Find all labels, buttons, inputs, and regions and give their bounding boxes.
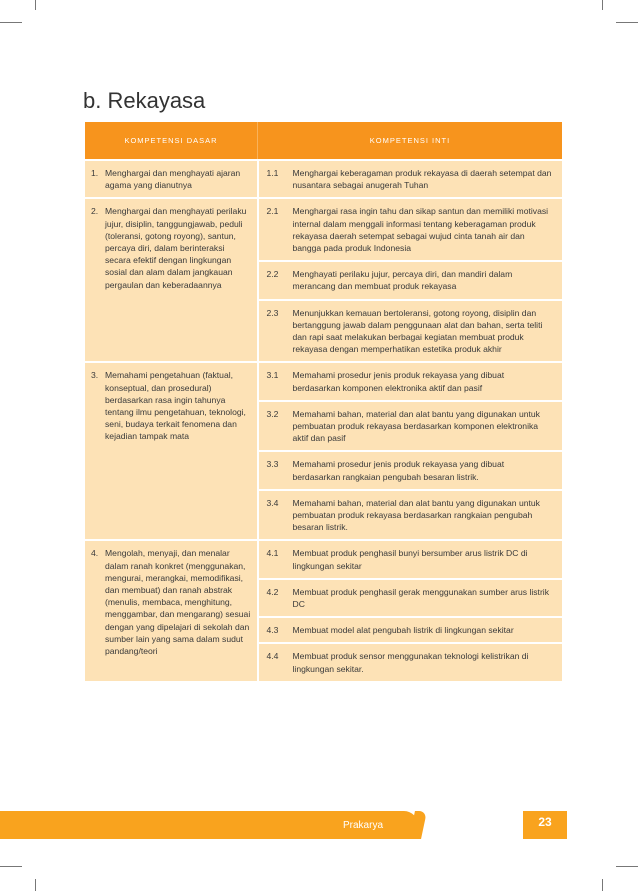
ki-text: Membuat produk penghasil gerak menggunakan sumber arus listrik DC bbox=[292, 586, 550, 610]
ki-number: 2.1 bbox=[266, 206, 279, 217]
ki-number: 3.3 bbox=[266, 459, 279, 470]
crop-mark bbox=[0, 22, 22, 23]
table-row bbox=[85, 362, 562, 400]
ki-text: Memahami bahan, material dan alat bantu yang digunakan untuk pembuatan produk rekayasa berdasarkan komponen elektronika aktif dan pasif bbox=[292, 408, 540, 444]
header-kompetensi-inti: KOMPETENSI INTI bbox=[258, 122, 563, 160]
table-row bbox=[85, 198, 562, 261]
kd-number: 2. bbox=[91, 206, 99, 217]
kd-number: 4. bbox=[91, 548, 99, 559]
ki-text: Membuat produk sensor menggunakan teknologi kelistrikan di lingkungan sekitar. bbox=[292, 651, 529, 674]
crop-mark bbox=[616, 22, 638, 23]
ki-number: 4.3 bbox=[266, 625, 279, 636]
ki-text: Memahami prosedur jenis produk rekayasa yang dibuat berdasarkan komponen elektronika aktif dan pasif bbox=[292, 370, 505, 393]
crop-mark bbox=[616, 866, 638, 867]
kd-text: Menghargai dan menghayati ajaran agama yang dianutnya bbox=[105, 168, 241, 191]
crop-mark bbox=[0, 866, 22, 867]
table-body bbox=[85, 160, 562, 681]
kd-number: 1. bbox=[91, 168, 99, 178]
ki-cell bbox=[258, 300, 563, 363]
ki-number: 4.4 bbox=[266, 651, 279, 662]
ki-cell bbox=[258, 160, 563, 198]
section-title: b. Rekayasa bbox=[83, 88, 206, 113]
table-header-row bbox=[85, 122, 562, 160]
ki-text: Membuat model alat pengubah listrik di lingkungan sekitar bbox=[292, 625, 514, 636]
ki-text: Menghargai keberagaman produk rekayasa di daerah setempat dan nusantara sebagai anugerah Tuhan bbox=[292, 168, 552, 191]
ki-cell bbox=[258, 401, 563, 452]
ki-number: 3.4 bbox=[266, 497, 279, 508]
ki-number: 4.2 bbox=[266, 586, 279, 597]
ki-text: Memahami prosedur jenis produk rekayasa yang dibuat berdasarkan rangkaian pengubah besaran listrik. bbox=[292, 459, 505, 482]
ki-cell bbox=[258, 261, 563, 299]
crop-mark bbox=[602, 879, 603, 891]
ki-cell bbox=[258, 617, 563, 643]
ki-cell bbox=[258, 643, 563, 680]
ki-cell bbox=[258, 490, 563, 541]
ki-text: Menunjukkan kemauan bertoleransi, gotong royong, disiplin dan bertanggung jawab dalam penggunaan alat dan bahan, serta teliti dan rapi saat melakukan berbagai kegiatan membuat produk rekayasa dengan memperhatikan estetika produk akhir bbox=[292, 307, 543, 355]
ki-text: Menghargai rasa ingin tahu dan sikap santun dan memiliki motivasi internal dalam menggali informasi tentang keberagaman produk rekayasa daerah setempat sebagai wujud cinta tanah air dan bangga pada produk Indonesia bbox=[292, 206, 549, 254]
table-row bbox=[85, 160, 562, 198]
ki-number: 1.1 bbox=[266, 168, 279, 178]
ki-number: 2.3 bbox=[266, 307, 279, 318]
crop-mark bbox=[35, 0, 36, 10]
ki-text: Menghayati perilaku jujur, percaya diri, dan mandiri dalam merancang dan membuat produk rekayasa bbox=[292, 269, 513, 292]
competency-table bbox=[85, 122, 562, 681]
kd-cell bbox=[85, 160, 258, 198]
header-kompetensi-dasar: KOMPETENSI DASAR bbox=[85, 122, 258, 160]
ki-cell bbox=[258, 451, 563, 489]
ki-text: Memahami bahan, material dan alat bantu yang digunakan untuk pembuatan produk rekayasa berdasarkan rangkaian pengubah besaran listrik. bbox=[292, 497, 540, 533]
kd-cell bbox=[85, 540, 258, 680]
kd-number: 3. bbox=[91, 370, 99, 381]
table-row bbox=[85, 540, 562, 578]
ki-cell bbox=[258, 540, 563, 578]
kd-cell bbox=[85, 198, 258, 362]
ki-number: 4.1 bbox=[266, 548, 279, 559]
footer-subject: Prakarya bbox=[343, 820, 384, 831]
ki-number: 3.1 bbox=[266, 370, 279, 381]
ki-cell bbox=[258, 579, 563, 617]
kd-text: Menghargai dan menghayati perilaku jujur, disiplin, tanggungjawab, peduli (toleransi, gotong royong), santun, percaya diri, dalam berinteraksi secara efektif dengan lingkungan sosial dan alam dalam jangkauan pergaulan dan keberadaannya bbox=[105, 206, 247, 290]
crop-mark bbox=[35, 879, 36, 891]
kd-text: Mengolah, menyaji, dan menalar dalam ranah konkret (menggunakan, mengurai, merangkai, memodifikasi, dan membuat) dan ranah abstrak (menulis, membaca, menghitung, menggambar, dan mengarang) sesuai dengan yang dipelajari di sekolah dan sumber lain yang sama dalam sudut pandang/teori bbox=[105, 548, 251, 657]
kd-text: Memahami pengetahuan (faktual, konseptual, dan prosedural) berdasarkan rasa ingin tahunya tentang ilmu pengetahuan, teknologi, seni, budaya terkait fenomena dan kejadian tampak mata bbox=[105, 370, 246, 442]
crop-mark bbox=[602, 0, 603, 10]
ki-cell bbox=[258, 362, 563, 400]
ki-cell bbox=[258, 198, 563, 261]
ki-number: 3.2 bbox=[266, 408, 279, 419]
kd-cell bbox=[85, 362, 258, 540]
ki-text: Membuat produk penghasil bunyi bersumber arus listrik DC di lingkungan sekitar bbox=[292, 548, 528, 571]
page-number: 23 bbox=[538, 815, 552, 829]
ki-number: 2.2 bbox=[266, 269, 279, 280]
